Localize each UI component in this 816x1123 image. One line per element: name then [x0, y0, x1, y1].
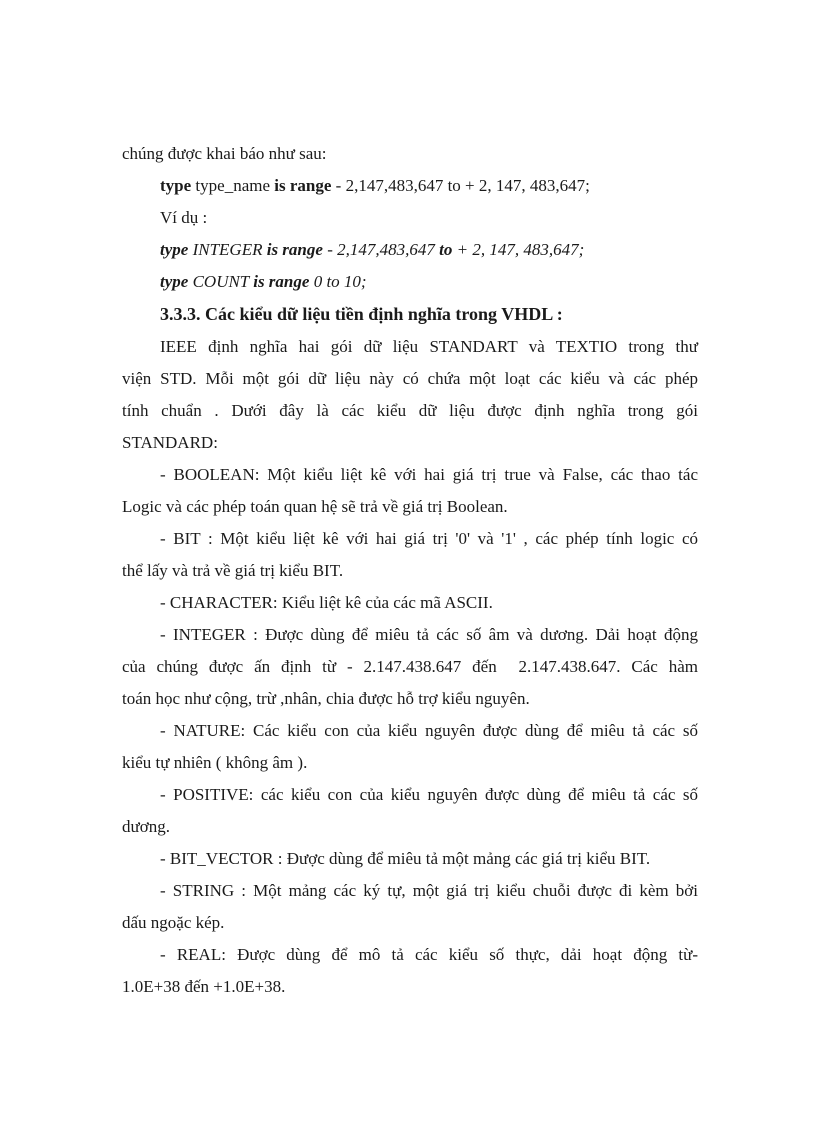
- keyword-is-range: is range: [274, 176, 332, 195]
- paragraph-line: viện STD. Mỗi một gói dữ liệu này có chứa một loạt các kiểu và các phép: [122, 369, 698, 388]
- list-item-integer-cont: của chúng được ấn định từ - 2.147.438.647 đến 2.147.438.647. Các hàm: [122, 657, 698, 676]
- example-low-bound: - 2,147,483,647: [322, 240, 440, 259]
- list-item-real: - REAL: Được dùng để mô tả các kiểu số thực, dải hoạt động từ-: [160, 945, 698, 964]
- list-item-boolean-cont: Logic và các phép toán quan hệ sẽ trả về giá trị Boolean.: [122, 497, 508, 516]
- keyword-type: type: [160, 272, 189, 291]
- section-heading: 3.3.3. Các kiểu dữ liệu tiền định nghĩa trong VHDL :: [160, 304, 563, 324]
- example-range: 0 to 10;: [309, 272, 367, 291]
- example-integer-line: [160, 240, 584, 260]
- paragraph-line: IEEE định nghĩa hai gói dữ liệu STANDART và TEXTIO trong thư: [160, 337, 698, 356]
- list-item-bit: - BIT : Một kiểu liệt kê với hai giá trị '0' và '1' , các phép tính logic có: [160, 529, 698, 548]
- syntax-line: [160, 176, 590, 196]
- keyword-type: type: [160, 240, 189, 259]
- list-item-string: - STRING : Một mảng các ký tự, một giá trị kiểu chuỗi được đi kèm bởi: [160, 881, 698, 900]
- example-type-name: COUNT: [188, 272, 254, 291]
- list-item-string-cont: dấu ngoặc kép.: [122, 913, 225, 932]
- list-item-nature-cont: kiểu tự nhiên ( không âm ).: [122, 753, 308, 772]
- list-item-bit-vector: - BIT_VECTOR : Được dùng để miêu tả một mảng các giá trị kiểu BIT.: [160, 849, 651, 868]
- syntax-type-name: type_name: [191, 176, 275, 195]
- example-label: Ví dụ :: [160, 208, 208, 227]
- list-item-real-cont: 1.0E+38 đến +1.0E+38.: [122, 977, 286, 996]
- list-item-nature: - NATURE: Các kiểu con của kiểu nguyên được dùng để miêu tả các số: [160, 721, 698, 740]
- keyword-is-range: is range: [266, 240, 323, 259]
- paragraph-line: tính chuẩn . Dưới đây là các kiểu dữ liệu được định nghĩa trong gói: [122, 401, 698, 420]
- intro-line: chúng được khai báo như sau:: [122, 144, 327, 163]
- list-item-integer: - INTEGER : Được dùng để miêu tả các số âm và dương. Dải hoạt động: [160, 625, 698, 644]
- example-count-line: [160, 272, 367, 292]
- list-item-bit-cont: thể lấy và trả về giá trị kiểu BIT.: [122, 561, 344, 580]
- list-item-character: - CHARACTER: Kiểu liệt kê của các mã ASCII.: [160, 593, 493, 612]
- syntax-range: - 2,147,483,647 to + 2, 147, 483,647;: [331, 176, 590, 195]
- list-item-positive-cont: dương.: [122, 817, 170, 836]
- list-item-boolean: - BOOLEAN: Một kiểu liệt kê với hai giá trị true và False, các thao tác: [160, 465, 698, 484]
- example-type-name: INTEGER: [188, 240, 267, 259]
- keyword-to: to: [439, 240, 453, 259]
- keyword-type: type: [160, 176, 192, 195]
- list-item-integer-cont: toán học như cộng, trừ ,nhân, chia được hỗ trợ kiểu nguyên.: [122, 689, 530, 708]
- list-item-positive: - POSITIVE: các kiểu con của kiểu nguyên được dùng để miêu tả các số: [160, 785, 698, 804]
- example-high-bound: + 2, 147, 483,647;: [452, 240, 585, 259]
- keyword-is-range: is range: [253, 272, 310, 291]
- paragraph-line: STANDARD:: [122, 433, 218, 452]
